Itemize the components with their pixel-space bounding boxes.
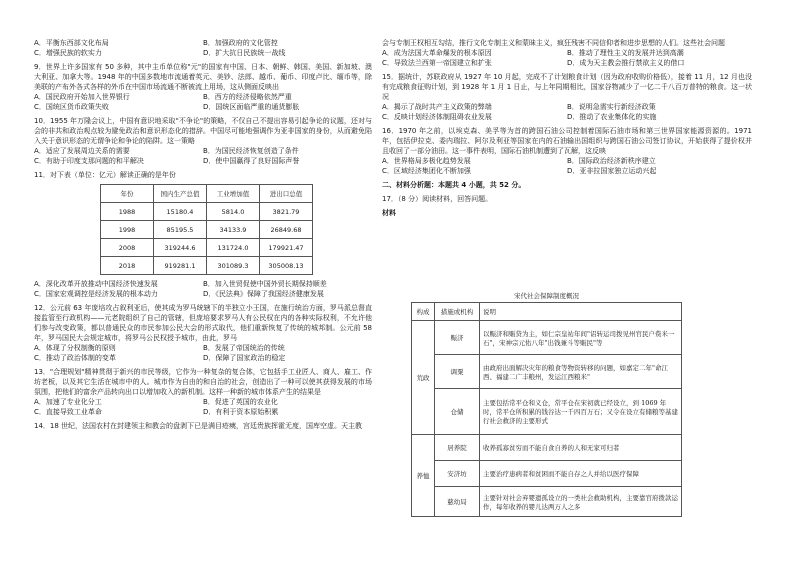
table-row bbox=[412, 389, 682, 435]
q16-options-row-2 bbox=[382, 166, 752, 176]
table-row bbox=[101, 257, 313, 275]
q16-option-a: A．世界格局多极化趋势发展 bbox=[382, 157, 471, 165]
question-10: 10．1955 年万隆会议上，中国有意识地采取"不争论"的策略，不仅自己不提出容易引起争论的议题，还对与会的非共和政治观点较为避免政治和意识形态化的措辞。中国尽可能地强调作为亚非国家的身份，从而避免陷入关于意识形态的无谓争论和争论的陷阱。这一策略 bbox=[34, 117, 372, 145]
table-17-header bbox=[412, 303, 682, 321]
question-17: 17．（8 分）阅读材料，回答问题。 bbox=[382, 195, 493, 203]
q10-options-row-2 bbox=[34, 156, 372, 166]
q15-option-c: C．反映计划经济体制阻碍农业发展 bbox=[382, 113, 492, 121]
q13-option-c: C．直接导致工业革命 bbox=[34, 408, 102, 416]
q9-options-row-2 bbox=[34, 102, 372, 112]
q11-option-c: C．国家宏观调控是经济发展的根本动力 bbox=[34, 290, 158, 298]
q12-option-d: D．保障了国家政治的稳定 bbox=[203, 354, 286, 362]
q11-options-row-1 bbox=[34, 279, 372, 289]
q14-option-b: B．推动了理性主义的发展并达到高潮 bbox=[567, 49, 684, 57]
q8-option-c: C．增强民族的软实力 bbox=[34, 49, 102, 57]
table-cell: 仓储 bbox=[435, 389, 480, 435]
table-cell: 1988 bbox=[101, 203, 154, 221]
q11-option-a: A．深化改革开放推动中国经济快速发展 bbox=[34, 280, 158, 288]
q13-option-a: A．加速了专业化分工 bbox=[34, 398, 102, 406]
q12-option-b: B．发展了帝国统治的传统 bbox=[203, 344, 285, 352]
table-cell: 179921.47 bbox=[260, 239, 313, 257]
q9-option-c: C．国统区货币政策失败 bbox=[34, 103, 109, 111]
table-17-header-cell: 构成 bbox=[412, 303, 435, 321]
table-row bbox=[412, 355, 682, 389]
q8-options-row-2 bbox=[34, 48, 372, 58]
q9-options-row-1 bbox=[34, 92, 372, 102]
q9-option-d: D．国统区面临严重的通货膨胀 bbox=[203, 103, 300, 111]
q14-option-a: A．成为法国大革命爆发的根本原因 bbox=[382, 49, 492, 57]
table-cell: 主要治疗患病者和贫困而不能自存之人并给以医疗保障 bbox=[480, 461, 682, 487]
q12-options-row-2 bbox=[34, 353, 372, 363]
table-cell: 301089.3 bbox=[207, 257, 260, 275]
table-cell: 131724.0 bbox=[207, 239, 260, 257]
table-17 bbox=[411, 302, 682, 517]
question-9: 9．世界上许多国家有 50 多种，其中主币单位称"元"的国家有中国、日本、朝鲜、韩国、美国、新加坡、澳大利亚、加拿大等。1948 年的中国多数地市流通着英元、美钞、法郎、越币、葡币、印度卢比、缅币等，除美联的产布外各式各样的外币在中国市场流通不断被流上用场，这从侧面反映出 bbox=[34, 63, 372, 91]
q10-option-a: A．适应了发展周边关系的需要 bbox=[34, 147, 130, 155]
q9-option-b: B．西方的经济侵略依然严重 bbox=[203, 93, 292, 101]
table-11-header-cell: 年份 bbox=[101, 185, 154, 203]
section-2-heading: 二、材料分析题：本题共 4 小题，共 52 分。 bbox=[382, 181, 526, 189]
q11-option-b: B．加入世贸促使中国外贸长期保持顺差 bbox=[203, 280, 327, 288]
table-cell: 赈济 bbox=[435, 321, 480, 355]
table-cell: 2008 bbox=[101, 239, 154, 257]
question-15: 15．据统计，苏联政府从 1927 年 10 月起，完成不了计划粮食计划（因为政府收购价格低），接着 11 月，12 月也没有完成粮食征购计划，到 1928 年 1 月 1 日止，与上年同期相比，国家谷物减少了一亿二千八百万普特的粮食。这一状况 bbox=[382, 73, 752, 101]
table-11-header-cell: 工业增加值 bbox=[207, 185, 260, 203]
table-cell: 305008.13 bbox=[260, 257, 313, 275]
q13-options-row-2 bbox=[34, 407, 372, 417]
right-column bbox=[382, 38, 752, 218]
question-16: 16．1970 年之前，以埃克森、美孚等为首的跨国石油公司控制着国际石油市场和第三世界国家能源资源的。1971 年，包括伊拉克、委内瑞拉、阿尔及利亚等国家在内的石油输出国组织与跨国石油公司签订协议，开始获得了提价权并且收回了一部分油田。这一事件表明，国际石油机制遭到了瓦解，这反映 bbox=[382, 127, 752, 155]
table-11 bbox=[100, 184, 313, 275]
q14-options-row-2 bbox=[382, 58, 752, 68]
q11-options-row-2 bbox=[34, 289, 372, 299]
table-cell: 319244.6 bbox=[154, 239, 207, 257]
table-cell: 以赈济和赈贷为主，如仁宗皇祐年间"诏转运司拨见州官民户赀米一石"，宋神宗元佑八年"出钱兼斗等赈民"等 bbox=[480, 321, 682, 355]
table-17-header-cell: 措施或机构 bbox=[435, 303, 480, 321]
q10-options-row-1 bbox=[34, 146, 372, 156]
q16-option-c: C．区域经济集团化不断加强 bbox=[382, 167, 471, 175]
q13-option-d: D．有利于资本原始积累 bbox=[203, 408, 279, 416]
table-17-group-yangxu: 养恤 bbox=[412, 435, 435, 517]
table-11-header-cell: 进出口总值 bbox=[260, 185, 313, 203]
table-row bbox=[412, 321, 682, 355]
q16-options-row-1 bbox=[382, 156, 752, 166]
q12-options-row-1 bbox=[34, 343, 372, 353]
q15-option-d: D．推动了农业集体化的实施 bbox=[567, 113, 657, 121]
q14-options-row-1 bbox=[382, 48, 752, 58]
question-13: 13．"合理规划"精神贯彻于新兴的市民等级，它作为一种复杂的复合体，它包括手工业匠人、商人、雇工、作坊老板，以及其它生活在城市中的人。城市作为自由的和自治的社会，创造出了一种可以使其获得发展的市场氛围，把他们的富余产品转向出口以增加收入的新机制。这样一种新的城市体系产生的结果是 bbox=[34, 368, 372, 396]
q13-options-row-1 bbox=[34, 397, 372, 407]
table-row bbox=[412, 435, 682, 461]
q8-option-d: D．扩大抗日民族统一战线 bbox=[203, 49, 286, 57]
table-cell: 居养院 bbox=[435, 435, 480, 461]
q15-option-b: B．说明急需实行新经济政策 bbox=[567, 103, 656, 111]
table-17-header-cell: 说明 bbox=[480, 303, 682, 321]
q16-option-b: B．国际政治经济新秩序建立 bbox=[567, 157, 656, 165]
table-cell: 主要针对社会弃婴遗孤设立的一类社会救助机构，主要靠官府拨款运作，每年收养的婴儿达两万人之多 bbox=[480, 487, 682, 517]
material-label: 材料 bbox=[382, 209, 396, 217]
left-column bbox=[34, 38, 372, 431]
q15-option-a: A．揭示了战时共产主义政策的弊端 bbox=[382, 103, 492, 111]
q13-option-b: B．促进了英国的农业化 bbox=[203, 398, 278, 406]
q8-option-b: B．加强政府的文化管控 bbox=[203, 39, 278, 47]
q16-option-d: D．亚非拉国家独立运动兴起 bbox=[567, 167, 657, 175]
q11-option-d: D．《民法典》保障了我国经济健康发展 bbox=[203, 290, 324, 298]
table-row bbox=[101, 239, 313, 257]
q15-options-row-2 bbox=[382, 112, 752, 122]
table-row bbox=[412, 461, 682, 487]
table-row bbox=[101, 203, 313, 221]
q8-options-row-1 bbox=[34, 38, 372, 48]
table-cell: 15180.4 bbox=[154, 203, 207, 221]
table-cell: 919281.1 bbox=[154, 257, 207, 275]
table-cell: 5814.0 bbox=[207, 203, 260, 221]
question-14-continued: 会与专制王权相互勾结，推行文化专制主义和蒙昧主义，疯狂残害不同信仰者和进步思想的人们。这些社会问题 bbox=[382, 39, 725, 47]
q10-option-d: D．使中国赢得了良好国际声誉 bbox=[203, 157, 300, 165]
q12-option-c: C．推动了政治体制的变革 bbox=[34, 354, 116, 362]
q14-option-c: C．导致法兰西第一帝国建立和扩张 bbox=[382, 59, 492, 67]
table-11-header-cell: 国内生产总值 bbox=[154, 185, 207, 203]
table-cell: 26849.68 bbox=[260, 221, 313, 239]
question-12: 12．公元前 63 年庞培攻占叙利亚后，使其成为罗马统辖下的半独立小王国，在施行统治方面，罗马派总督直接监管至行政机构——元老院组织了自己的管辖，但庞培要求罗马人有公民权在内的各种实际权利，不允许他们参与改变政策，都以普通民众的市民参加公民大会的形式取代，他们重新恢复了传统的城邦制。公元前 58 年，罗马国民大会规定城市，将罗马公民权授予城市，由此，罗马 bbox=[34, 304, 372, 342]
q9-option-a: A．国民政府开始加入世界银行 bbox=[34, 93, 130, 101]
table-cell: 由政府出面解决灾年的粮食等物资转移的问题，如嘉定二年"命江西、福建二广丰粮州，发运江西粮米" bbox=[480, 355, 682, 389]
table-cell: 安济坊 bbox=[435, 461, 480, 487]
q12-option-a: A．体现了分权制衡的原则 bbox=[34, 344, 116, 352]
table-row bbox=[412, 487, 682, 517]
table-17-group-huangzheng: 荒政 bbox=[412, 321, 435, 435]
question-14: 14．18 世纪，法国农村在封建领主和教会的盘剥下已是满目疮痍，宫廷贵族挥霍无度，国库空虚。天主教 bbox=[34, 422, 363, 430]
table-cell: 慈幼局 bbox=[435, 487, 480, 517]
q10-option-c: C．有助于印度支那问题的和平解决 bbox=[34, 157, 144, 165]
q14-option-d: D．成为天主教会推行禁欲主义的借口 bbox=[567, 59, 685, 67]
table-17-title: 宋代社会保障制度概况 bbox=[514, 292, 579, 300]
question-11: 11．对下表（单位：亿元）解读正确的是年份 bbox=[34, 171, 176, 179]
table-cell: 2018 bbox=[101, 257, 154, 275]
table-cell: 85195.5 bbox=[154, 221, 207, 239]
q15-options-row-1 bbox=[382, 102, 752, 112]
q8-option-a: A．平衡东西部文化布局 bbox=[34, 39, 109, 47]
table-cell: 调粟 bbox=[435, 355, 480, 389]
table-cell: 1998 bbox=[101, 221, 154, 239]
q10-option-b: B．为国民经济恢复创造了条件 bbox=[203, 147, 299, 155]
table-row bbox=[101, 221, 313, 239]
table-cell: 34133.9 bbox=[207, 221, 260, 239]
table-cell: 主要包括常平仓和义仓，常平仓在宋初就已经设立，到 1069 年时，常平仓所积累的钱谷达一千四百万石；又令在设立有储粮等基建行社会救济的主要形式 bbox=[480, 389, 682, 435]
table-cell: 收养孤寡贫穷而不能自食自养的人和无家可归者 bbox=[480, 435, 682, 461]
table-11-header bbox=[101, 185, 313, 203]
table-cell: 3821.79 bbox=[260, 203, 313, 221]
